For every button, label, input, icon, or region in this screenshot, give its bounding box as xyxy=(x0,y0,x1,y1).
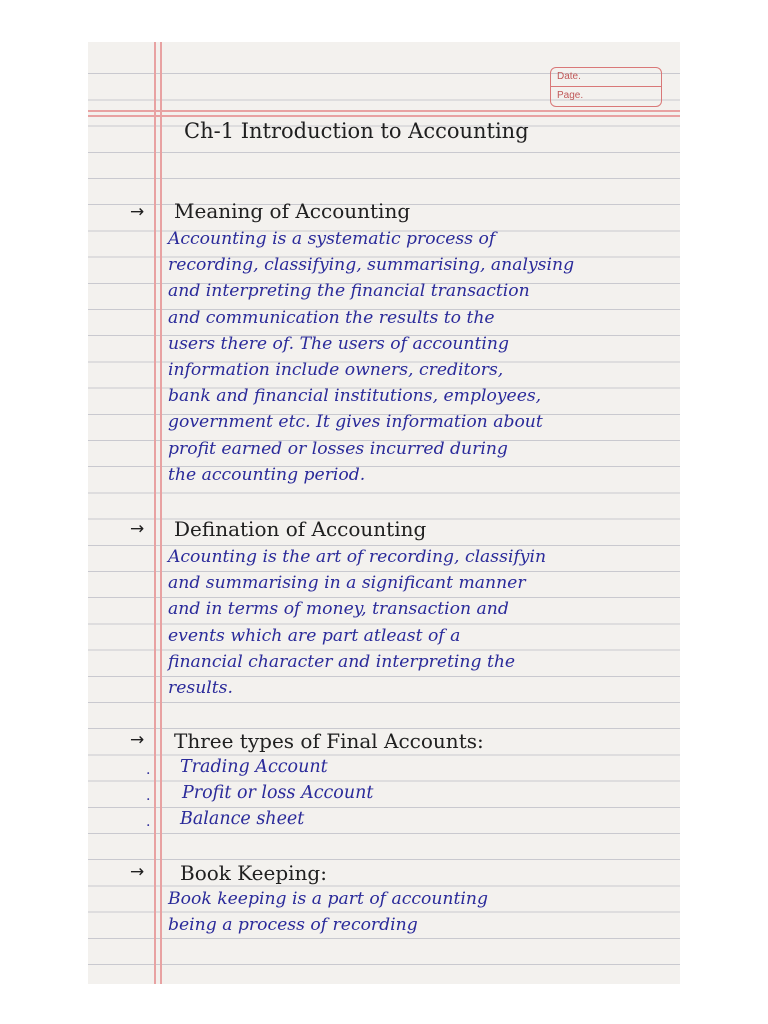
bullet-dot: . xyxy=(146,814,151,830)
text-line: users there of. The users of accounting xyxy=(168,333,509,354)
page-title: Ch-1 Introduction to Accounting xyxy=(184,119,529,143)
margin-line xyxy=(160,42,162,984)
paragraph-definition xyxy=(168,544,676,701)
text-line: Accounting is a systematic process of xyxy=(168,229,496,249)
text-line: the accounting period. xyxy=(168,464,366,485)
text-line: results. xyxy=(168,678,233,699)
text-line: information include owners, creditors, xyxy=(168,360,504,381)
text-line: government etc. It gives information about xyxy=(168,412,543,433)
text-line: and summarising in a significant manner xyxy=(168,573,526,594)
section-heading-book-keeping: Book Keeping: xyxy=(180,861,327,885)
arrow-icon: → xyxy=(130,730,145,750)
date-page-box xyxy=(550,67,662,107)
text-line: and interpreting the financial transaction xyxy=(168,281,530,302)
text-line: Acounting is the art of recording, classifyin xyxy=(168,547,547,567)
page-label: Page. xyxy=(551,86,661,105)
section-heading-meaning: Meaning of Accounting xyxy=(174,199,411,223)
arrow-icon: → xyxy=(130,862,145,882)
arrow-icon: → xyxy=(130,202,145,222)
section-heading-final-accounts: Three types of Final Accounts: xyxy=(174,729,484,753)
date-label: Date. xyxy=(557,71,581,82)
bullet-dot: . xyxy=(146,762,151,778)
text-line: events which are part atleast of a xyxy=(168,625,461,646)
text-line: bank and financial institutions, employees, xyxy=(168,386,542,407)
paragraph-meaning xyxy=(168,226,676,488)
text-line: profit earned or losses incurred during xyxy=(168,438,508,459)
list-item-trading-account: Trading Account xyxy=(180,757,328,777)
text-line: recording, classifying, summarising, analysing xyxy=(168,255,575,276)
text-line: being a process of recording xyxy=(168,915,418,936)
header-rule xyxy=(88,110,680,112)
list-item-profit-loss-account: Profit or loss Account xyxy=(182,783,374,803)
margin-line xyxy=(154,42,156,984)
section-heading-definition: Defination of Accounting xyxy=(174,517,427,541)
text-line: and in terms of money, transaction and xyxy=(168,599,509,620)
arrow-icon: → xyxy=(130,519,145,539)
text-line: financial character and interpreting the xyxy=(168,651,516,672)
text-line: Book keeping is a part of accounting xyxy=(168,889,488,909)
bullet-dot: . xyxy=(146,788,151,804)
header-rule xyxy=(88,115,680,117)
text-line: and communication the results to the xyxy=(168,307,495,328)
paragraph-book-keeping xyxy=(168,886,676,938)
list-item-balance-sheet: Balance sheet xyxy=(180,809,305,829)
notebook-page xyxy=(88,42,680,984)
